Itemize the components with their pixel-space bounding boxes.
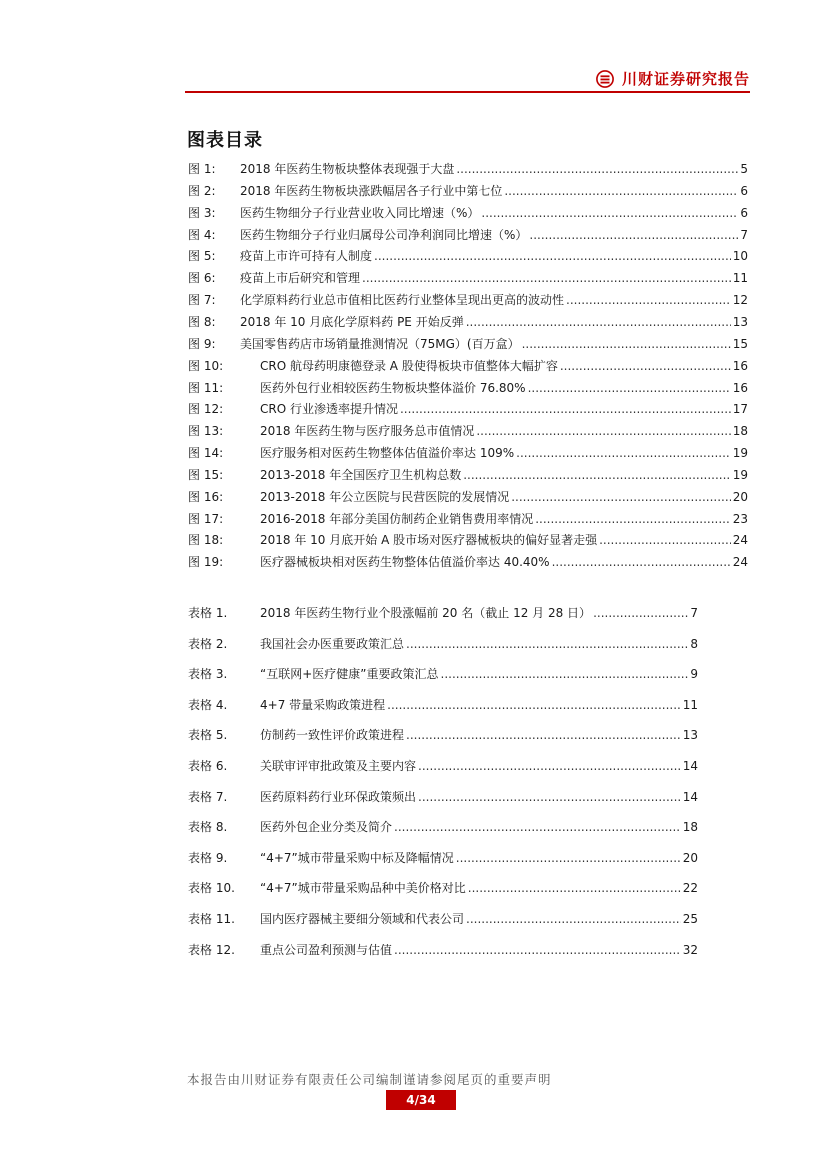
leader-dots <box>516 446 731 460</box>
figure-title: 2018 年 10 月底化学原料药 PE 开始反弹 <box>240 314 464 329</box>
table-title: “4+7”城市带量采购品种中美价格对比 <box>260 881 466 896</box>
table-title: 关联审评审批政策及主要内容 <box>260 759 417 773</box>
leader-dots <box>468 881 681 895</box>
leader-dots <box>522 337 731 351</box>
leader-dots <box>504 184 738 198</box>
table-title: 医药外包企业分类及简介 <box>260 820 393 835</box>
toc-figure-entry[interactable] <box>188 182 748 204</box>
toc-table-entry[interactable] <box>188 849 698 871</box>
figure-label: 图 11: <box>188 380 224 395</box>
toc-figure-entry[interactable] <box>188 204 748 226</box>
toc-figure-entry[interactable] <box>188 531 748 553</box>
table-page: 11 <box>682 697 698 712</box>
figure-title: 2018 年医药生物板块整体表现强于大盘 <box>240 162 455 176</box>
figure-page: 5 <box>740 162 748 176</box>
table-page: 14 <box>682 789 698 804</box>
table-page: 14 <box>682 759 698 773</box>
table-page: 9 <box>690 667 698 682</box>
figure-page: 16 <box>732 358 748 373</box>
figure-title: 医药外包行业相较医药生物板块整体溢价 76.80% <box>260 380 526 395</box>
table-title: 仿制药一致性评价政策进程 <box>260 728 405 743</box>
leader-dots <box>599 533 731 547</box>
figure-label: 图 5: <box>188 249 216 264</box>
leader-dots <box>476 424 730 438</box>
footer-disclaimer: 本报告由川财证券有限责任公司编制谨请参阅尾页的重要声明 <box>187 1072 552 1087</box>
figure-page: 18 <box>732 424 748 439</box>
toc-figure-entry[interactable] <box>188 160 748 182</box>
leader-dots <box>511 490 730 504</box>
leader-dots <box>528 381 731 395</box>
figure-label: 图 2: <box>188 183 216 198</box>
figure-page: 19 <box>732 467 748 482</box>
toc-figure-entry[interactable] <box>188 357 748 379</box>
toc-figure-entry[interactable] <box>188 466 748 488</box>
toc-figure-entry[interactable] <box>188 313 748 335</box>
leader-dots <box>593 606 688 620</box>
table-title: 医药原料药行业环保政策频出 <box>260 789 417 804</box>
table-label: 表格 3. <box>188 667 228 682</box>
leader-dots <box>406 728 681 742</box>
figure-title: CRO 行业渗透率提升情况 <box>260 402 398 417</box>
table-page: 20 <box>682 850 698 865</box>
toc-table-entry[interactable] <box>188 726 698 748</box>
figure-title: 2013-2018 年公立医院与民营医院的发展情况 <box>260 489 510 504</box>
figure-title: 美国零售药店市场销量推测情况（75MG）(百万盒） <box>240 336 520 351</box>
figure-title: 医疗器械板块相对医药生物整体估值溢价率达 40.40% <box>260 555 550 570</box>
figure-page: 16 <box>732 380 748 395</box>
figure-title: 2018 年 10 月底开始 A 股市场对医疗器械板块的偏好显著走强 <box>260 533 598 548</box>
table-label: 表格 7. <box>188 789 228 804</box>
table-page: 13 <box>682 728 698 743</box>
leader-dots <box>456 162 738 176</box>
table-page: 22 <box>682 881 698 896</box>
toc-table-entry[interactable] <box>188 665 698 687</box>
header-divider <box>185 91 750 93</box>
figure-page: 20 <box>732 489 748 504</box>
figure-label: 图 13: <box>188 424 224 439</box>
leader-dots <box>552 555 731 569</box>
toc-figure-entry[interactable] <box>188 247 748 269</box>
leader-dots <box>406 637 688 651</box>
toc-figure-entry[interactable] <box>188 422 748 444</box>
figure-label: 图 4: <box>188 227 216 242</box>
toc-figure-entry[interactable] <box>188 400 748 422</box>
table-title: 2018 年医药生物行业个股涨幅前 20 名（截止 12 月 28 日） <box>260 606 592 620</box>
leader-dots <box>456 851 681 865</box>
figure-page: 10 <box>732 249 748 264</box>
figure-page: 6 <box>740 205 748 220</box>
leader-dots <box>463 468 730 482</box>
table-page: 18 <box>682 820 698 835</box>
table-label: 表格 5. <box>188 728 228 743</box>
toc-figure-entry[interactable] <box>188 335 748 357</box>
table-label: 表格 2. <box>188 636 228 651</box>
table-title: 我国社会办医重要政策汇总 <box>260 636 405 651</box>
table-label: 表格 11. <box>188 912 235 926</box>
figure-page: 24 <box>732 533 748 548</box>
figure-label: 图 17: <box>188 511 224 526</box>
figure-label: 图 9: <box>188 336 216 351</box>
page-header <box>185 62 750 92</box>
figure-title: 2013-2018 年全国医疗卫生机构总数 <box>260 467 462 482</box>
toc-table-entry[interactable] <box>188 941 698 963</box>
toc-figure-entry[interactable] <box>188 269 748 291</box>
toc-table-entry[interactable] <box>188 879 698 901</box>
figure-page: 24 <box>732 555 748 570</box>
figure-title: 化学原料药行业总市值相比医药行业整体呈现出更高的波动性 <box>240 293 565 308</box>
table-title: “4+7”城市带量采购中标及降幅情况 <box>260 850 454 865</box>
figure-label: 图 6: <box>188 271 216 286</box>
figure-page: 7 <box>740 227 748 242</box>
figure-label: 图 10: <box>188 358 224 373</box>
toc-figure-entry[interactable] <box>188 444 748 466</box>
figure-page: 23 <box>732 511 748 526</box>
table-page: 8 <box>690 636 698 651</box>
figure-page: 13 <box>732 314 748 329</box>
leader-dots <box>374 249 731 263</box>
figure-page: 17 <box>732 402 748 417</box>
figure-title: 医药生物细分子行业归属母公司净利润同比增速（%） <box>240 227 528 242</box>
table-title: 4+7 带量采购政策进程 <box>260 697 386 712</box>
leader-dots <box>418 759 681 773</box>
figure-title: 疫苗上市许可持有人制度 <box>240 249 373 264</box>
leader-dots <box>481 206 738 220</box>
toc-table-entry[interactable] <box>188 604 698 626</box>
leader-dots <box>400 402 731 416</box>
chuancai-logo-icon <box>596 70 614 88</box>
figure-label: 图 1: <box>188 162 216 176</box>
toc-figure-entry[interactable] <box>188 553 748 575</box>
table-title: 国内医疗器械主要细分领域和代表公司 <box>260 912 465 926</box>
leader-dots <box>394 820 681 834</box>
figure-label: 图 12: <box>188 402 224 417</box>
figure-label: 图 3: <box>188 205 216 220</box>
table-label: 表格 12. <box>188 942 235 957</box>
figure-title: CRO 航母药明康德登录 A 股使得板块市值整体大幅扩容 <box>260 358 558 373</box>
leader-dots <box>535 512 730 526</box>
toc-table-entry[interactable] <box>188 818 698 840</box>
leader-dots <box>387 698 681 712</box>
figure-title: 2018 年医药生物与医疗服务总市值情况 <box>260 424 475 439</box>
figure-page: 12 <box>732 293 748 308</box>
figure-label: 图 16: <box>188 489 224 504</box>
page-number: 4/34 <box>386 1090 456 1110</box>
toc-title: 图表目录 <box>187 130 263 151</box>
toc-table-entry[interactable] <box>188 788 698 810</box>
table-label: 表格 6. <box>188 759 228 773</box>
figure-label: 图 14: <box>188 446 224 461</box>
figure-title: 医疗服务相对医药生物整体估值溢价率达 109% <box>260 446 515 461</box>
table-label: 表格 1. <box>188 606 228 620</box>
figure-page: 11 <box>732 271 748 286</box>
leader-dots <box>418 790 681 804</box>
toc-figure-entry[interactable] <box>188 488 748 510</box>
leader-dots <box>529 228 738 242</box>
toc-table-entry[interactable] <box>188 910 698 932</box>
toc-figure-entry[interactable] <box>188 379 748 401</box>
figure-title: 疫苗上市后研究和管理 <box>240 271 361 286</box>
table-page: 25 <box>682 912 698 926</box>
figure-title: 2018 年医药生物板块涨跌幅居各子行业中第七位 <box>240 183 503 198</box>
leader-dots <box>466 912 681 926</box>
leader-dots <box>441 667 689 681</box>
toc-figure-entry[interactable] <box>188 510 748 532</box>
toc-figure-entry[interactable] <box>188 291 748 313</box>
brand-name: 川财证券研究报告 <box>621 70 750 88</box>
leader-dots <box>566 293 731 307</box>
toc-figure-entry[interactable] <box>188 226 748 248</box>
figure-label: 图 19: <box>188 555 224 570</box>
table-label: 表格 8. <box>188 820 228 835</box>
toc-table-entry[interactable] <box>188 757 698 779</box>
table-title: 重点公司盈利预测与估值 <box>260 942 393 957</box>
table-page: 32 <box>682 942 698 957</box>
figure-title: 2016-2018 年部分美国仿制药企业销售费用率情况 <box>260 511 534 526</box>
toc-table-entry[interactable] <box>188 635 698 657</box>
figure-page: 15 <box>732 336 748 351</box>
leader-dots <box>362 271 731 285</box>
table-title: “互联网+医疗健康”重要政策汇总 <box>260 667 439 682</box>
table-page: 7 <box>690 606 698 620</box>
table-label: 表格 10. <box>188 881 235 896</box>
figure-title: 医药生物细分子行业营业收入同比增速（%） <box>240 205 480 220</box>
figure-page: 19 <box>732 446 748 461</box>
leader-dots <box>560 359 731 373</box>
figure-page: 6 <box>740 183 748 198</box>
table-label: 表格 4. <box>188 697 228 712</box>
leader-dots <box>394 943 681 957</box>
brand <box>596 68 750 89</box>
figure-label: 图 18: <box>188 533 224 548</box>
toc-table-entry[interactable] <box>188 696 698 718</box>
table-label: 表格 9. <box>188 850 228 865</box>
leader-dots <box>466 315 731 329</box>
figure-label: 图 15: <box>188 467 224 482</box>
figure-label: 图 8: <box>188 314 216 329</box>
figure-label: 图 7: <box>188 293 216 308</box>
